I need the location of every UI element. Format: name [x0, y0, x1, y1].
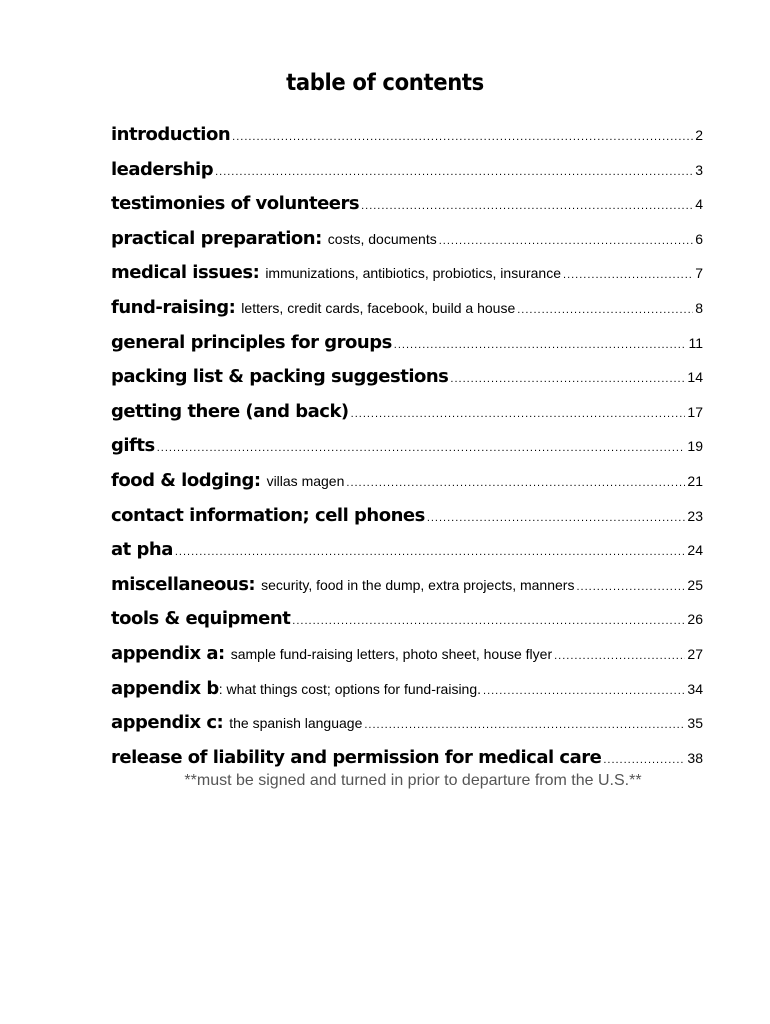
toc-entry-title: at pha: [111, 539, 173, 561]
toc-page-number: 17: [687, 403, 703, 420]
toc-page-number: 4: [695, 196, 703, 213]
dot-leader: [175, 546, 686, 558]
toc-page-number: 7: [695, 265, 703, 282]
toc-entry-title: general principles for groups: [111, 331, 392, 353]
dot-leader: [517, 304, 693, 316]
toc-entry: [111, 574, 703, 609]
toc-entry-detail: letters, credit cards, facebook, build a house: [241, 299, 516, 316]
toc-entry-title: gifts: [111, 435, 155, 457]
toc-entry-title: practical preparation:: [111, 227, 322, 249]
toc-entry: [111, 505, 703, 540]
toc-page-number: 3: [695, 161, 703, 178]
toc-page-number: 24: [687, 542, 703, 559]
toc-page-number: 14: [687, 369, 703, 386]
dot-leader: [563, 269, 693, 281]
release-note: **must be signed and turned in prior to departure from the U.S.**: [184, 772, 642, 789]
dot-leader: [292, 615, 685, 627]
dot-leader: [157, 442, 686, 454]
toc-entry: [111, 366, 703, 401]
dot-leader: [361, 200, 693, 212]
toc-entry-detail: the spanish language: [229, 715, 363, 732]
toc-entry: [111, 435, 703, 470]
toc-entry: [111, 262, 703, 297]
toc-entry: [111, 401, 703, 436]
toc-entry: [111, 332, 703, 367]
toc-page-number: 38: [687, 749, 703, 766]
page-title: table of contents: [286, 70, 484, 96]
toc-entry: [111, 608, 703, 643]
toc-entry: [111, 297, 703, 332]
toc-page-number: 19: [687, 438, 703, 455]
toc-entry-title: medical issues:: [111, 262, 260, 284]
dot-leader: [351, 408, 686, 420]
toc-page-number: 21: [687, 472, 703, 489]
toc-entry: [111, 228, 703, 263]
toc-page-number: 26: [687, 611, 703, 628]
toc-list: [111, 124, 703, 781]
toc-entry-title: food & lodging:: [111, 469, 261, 491]
toc-entry-title: miscellaneous:: [111, 573, 256, 595]
dot-leader: [576, 581, 685, 593]
dot-leader: [439, 235, 693, 247]
dot-leader: [364, 719, 685, 731]
toc-page-number: 35: [687, 715, 703, 732]
toc-page-number: 6: [695, 230, 703, 247]
toc-entry-title: appendix b: [111, 677, 219, 699]
toc-entry: [111, 470, 703, 505]
toc-entry-title: fund-raising:: [111, 296, 236, 318]
toc-entry-title: packing list & packing suggestions: [111, 366, 449, 388]
dot-leader: [215, 166, 693, 178]
dot-leader: [394, 339, 687, 351]
toc-entry-title: getting there (and back): [111, 400, 349, 422]
toc-entry-title: testimonies of volunteers: [111, 193, 360, 215]
toc-entry: [111, 678, 703, 713]
dot-leader: [427, 512, 686, 524]
toc-entry-title: release of liability and permission for medical care: [111, 746, 602, 768]
dot-leader: [450, 373, 685, 385]
toc-entry-title: tools & equipment: [111, 608, 291, 630]
toc-page-number: 8: [695, 299, 703, 316]
toc-entry: [111, 193, 703, 228]
toc-entry: [111, 124, 703, 159]
dot-leader: [554, 650, 685, 662]
toc-page-number: 34: [687, 680, 703, 697]
toc-entry-detail: immunizations, antibiotics, probiotics, insurance: [265, 265, 562, 282]
toc-entry: [111, 712, 703, 747]
toc-entry-detail: costs, documents: [327, 230, 437, 247]
toc-page-number: 2: [695, 127, 703, 143]
toc-page-number: 11: [688, 334, 703, 351]
dot-leader: [346, 477, 685, 489]
toc-entry: [111, 539, 703, 574]
toc-page-number: 27: [687, 645, 703, 662]
toc-page-number: 23: [687, 507, 703, 524]
dot-leader: [232, 131, 693, 143]
dot-leader: [483, 685, 685, 697]
toc-entry: [111, 643, 703, 678]
dot-leader: [603, 754, 685, 766]
toc-entry-title: appendix a:: [111, 642, 225, 664]
toc-entry-detail: sample fund-raising letters, photo sheet, house flyer: [230, 645, 553, 662]
toc-entry-detail: villas magen: [266, 472, 345, 489]
toc-entry-title: leadership: [111, 158, 214, 180]
toc-page-number: 25: [687, 576, 703, 593]
toc-entry-title: contact information; cell phones: [111, 504, 425, 526]
toc-entry-title: appendix c:: [111, 712, 224, 734]
toc-entry: [111, 159, 703, 194]
toc-entry-detail: : what things cost; options for fund-raising.: [218, 680, 482, 697]
toc-entry-detail: security, food in the dump, extra projects, manners: [261, 576, 575, 593]
toc-entry-title: introduction: [111, 124, 231, 145]
